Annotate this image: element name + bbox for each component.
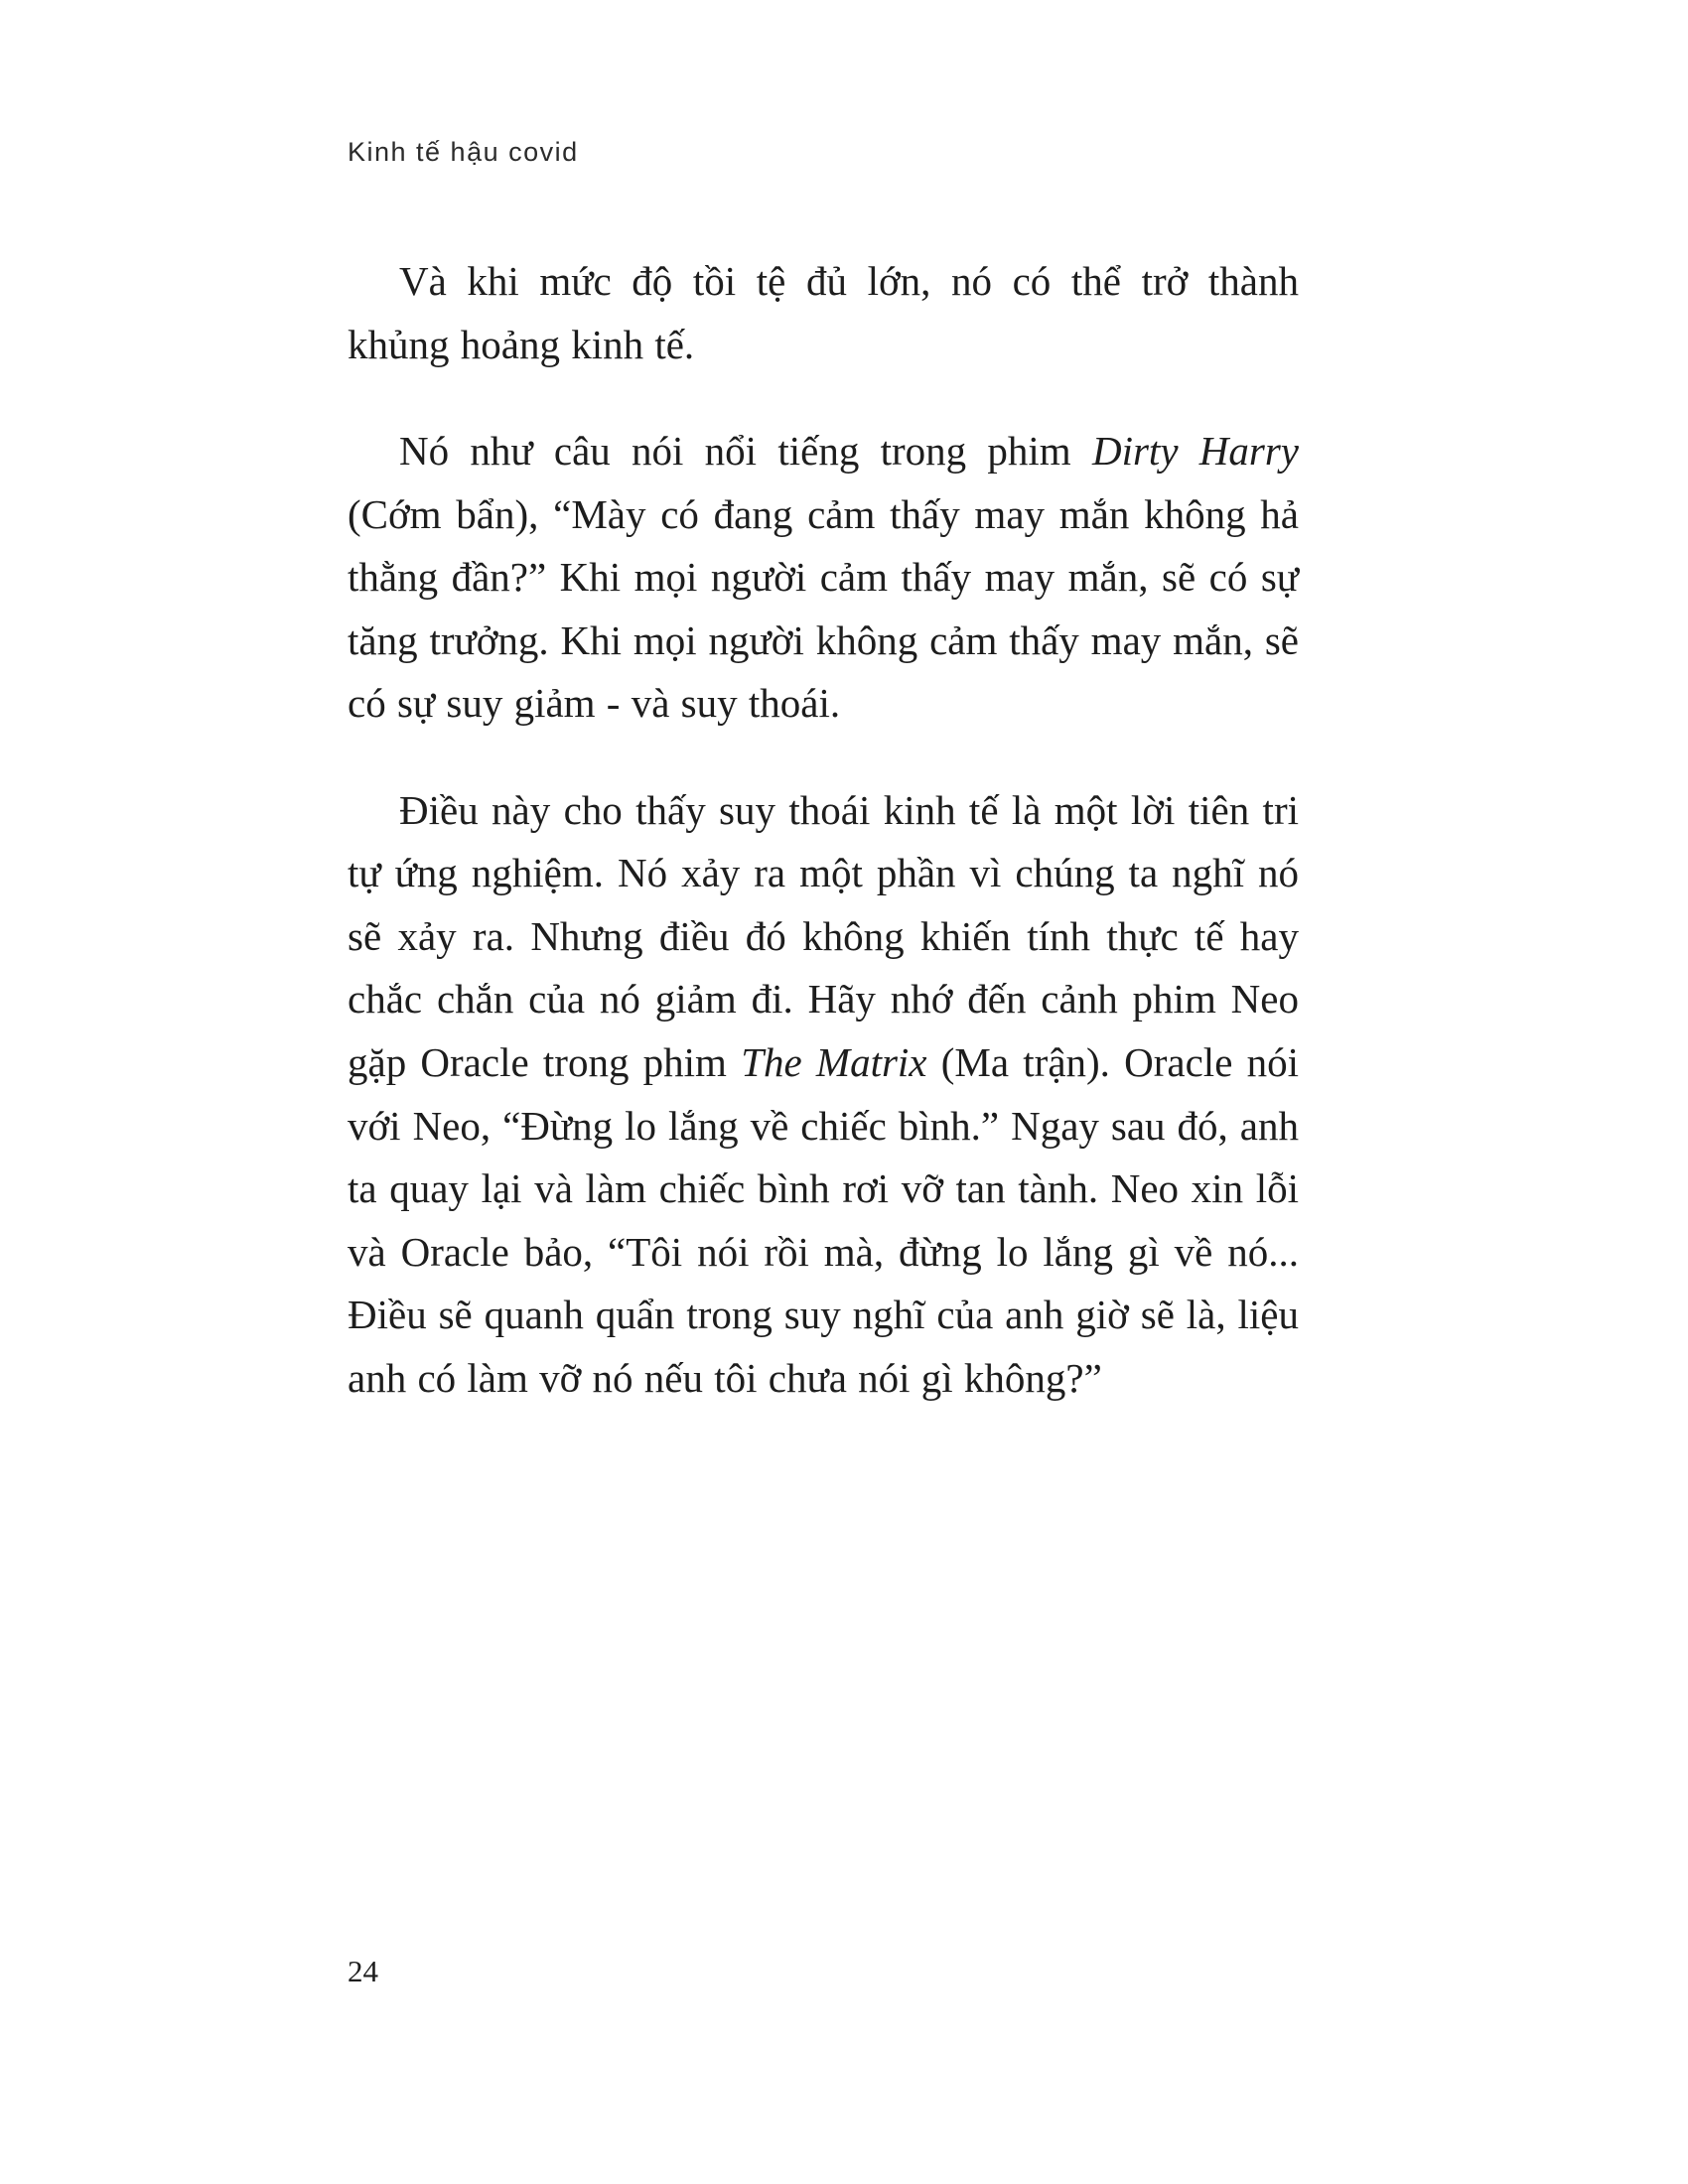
movie-title-italic: Dirty Harry	[1091, 428, 1299, 475]
paragraph	[348, 779, 1299, 1410]
body-text	[348, 250, 1299, 1453]
paragraph	[348, 420, 1299, 736]
page-number: 24	[348, 1954, 378, 1988]
running-header: Kinh tế hậu covid	[348, 137, 579, 167]
paragraph-text: Nó như câu nói nổi tiếng trong phim	[399, 428, 1092, 475]
paragraph-text: (Ma trận). Oracle nói với Neo, “Đừng lo lắng về chiếc bình.” Ngay sau đó, anh ta quay lại và làm chiếc bình rơi vỡ tan tành. Neo xin lỗi và Oracle bảo, “Tôi nói rồi mà, đừng lo lắng gì về nó... Điều sẽ quanh quẩn trong suy nghĩ của anh giờ sẽ là, liệu anh có làm vỡ nó nếu tôi chưa nói gì không?”	[348, 1039, 1300, 1401]
paragraph-text: (Cớm bẩn), “Mày có đang cảm thấy may mắn không hả thằng đần?” Khi mọi người cảm thấy may mắn, sẽ có sự tăng trưởng. Khi mọi người không cảm thấy may mắn, sẽ có sự suy giảm - và suy thoái.	[348, 490, 1299, 727]
paragraph-text: Và khi mức độ tồi tệ đủ lớn, nó có thể trở thành khủng hoảng kinh tế.	[348, 258, 1299, 367]
paragraph	[348, 250, 1299, 376]
movie-title-italic: The Matrix	[741, 1039, 927, 1086]
paragraph-text: Điều này cho thấy suy thoái kinh tế là một lời tiên tri tự ứng nghiệm. Nó xảy ra một phần vì chúng ta nghĩ nó sẽ xảy ra. Nhưng điều đó không khiến tính thực tế hay chắc chắn của nó giảm đi. Hãy nhớ đến cảnh phim Neo gặp Oracle trong phim	[348, 786, 1299, 1086]
